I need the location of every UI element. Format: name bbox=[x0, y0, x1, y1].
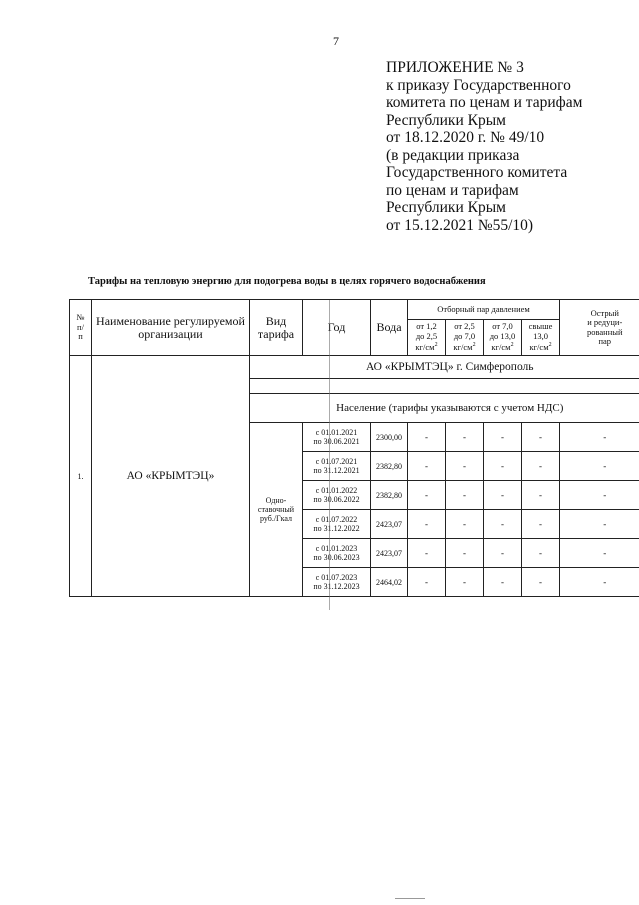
period-from: с 01.07.2022 bbox=[315, 515, 358, 524]
header-tariff-type-line: тарифа bbox=[257, 326, 295, 341]
appendix-line: от 15.12.2021 №55/10) bbox=[386, 216, 534, 234]
period-cell bbox=[303, 539, 371, 568]
tariff-type-cell bbox=[250, 423, 303, 597]
tariff-type-line: руб./Гкал bbox=[259, 514, 293, 523]
steam-2-unit: кг/см bbox=[453, 342, 473, 353]
scan-fold-line bbox=[329, 300, 330, 610]
header-org-line: Наименование регулируемой bbox=[96, 313, 245, 328]
header-num-line: № bbox=[76, 312, 85, 323]
steam-3-value: - bbox=[484, 452, 522, 481]
unit-exponent: 2 bbox=[510, 342, 514, 349]
period-from: с 01.07.2021 bbox=[315, 457, 358, 466]
sharp-steam-value: - bbox=[560, 539, 639, 568]
period-from: с 01.01.2023 bbox=[315, 544, 358, 553]
period-cell bbox=[303, 481, 371, 510]
water-tariff: 2464,02 bbox=[371, 568, 408, 597]
steam-4-value: - bbox=[522, 510, 560, 539]
appendix-line: комитета по ценам и тарифам bbox=[386, 94, 583, 111]
steam-4-value: - bbox=[522, 423, 560, 452]
row-number: 1. bbox=[70, 356, 92, 597]
steam-4-line: 13,0 bbox=[533, 330, 548, 341]
appendix-line: от 18.12.2020 г. № 49/10 bbox=[386, 129, 545, 146]
period-cell bbox=[303, 452, 371, 481]
appendix-line: по ценам и тарифам bbox=[386, 181, 519, 199]
tariff-type-line: ставочный bbox=[257, 505, 295, 514]
water-tariff: 2423,07 bbox=[371, 510, 408, 539]
appendix-line: (в редакции приказа bbox=[386, 146, 520, 164]
appendix-line: ПРИЛОЖЕНИЕ № 3 bbox=[386, 59, 524, 76]
steam-3-line bbox=[484, 341, 521, 352]
steam-3-value: - bbox=[484, 539, 522, 568]
steam-2-value: - bbox=[446, 452, 484, 481]
steam-1-value: - bbox=[408, 423, 446, 452]
sharp-steam-value: - bbox=[560, 423, 639, 452]
header-num bbox=[70, 300, 92, 356]
steam-3-value: - bbox=[484, 423, 522, 452]
header-steam-1 bbox=[408, 320, 446, 356]
steam-4-value: - bbox=[522, 481, 560, 510]
org-city: АО «КРЫМТЭЦ» г. Симферополь bbox=[250, 356, 639, 379]
tariff-table bbox=[69, 299, 639, 597]
header-steam-3 bbox=[484, 320, 522, 356]
steam-3-value: - bbox=[484, 568, 522, 597]
header-org bbox=[92, 300, 250, 356]
water-tariff: 2423,07 bbox=[371, 539, 408, 568]
period-cell bbox=[303, 510, 371, 539]
header-sharp-steam bbox=[560, 300, 639, 356]
tariff-type-line: Одно- bbox=[265, 496, 287, 505]
steam-4-value: - bbox=[522, 452, 560, 481]
header-tariff-type bbox=[250, 300, 303, 356]
steam-1-line: до 2,5 bbox=[415, 330, 438, 341]
header-num-line: п/ bbox=[77, 321, 84, 332]
spacer-row bbox=[250, 379, 639, 394]
water-tariff: 2382,80 bbox=[371, 452, 408, 481]
org-name: АО «КРЫМТЭЦ» bbox=[92, 356, 250, 597]
period-to: по 30.06.2021 bbox=[313, 437, 360, 446]
steam-2-value: - bbox=[446, 510, 484, 539]
population-row: Население (тарифы указываются с учетом НДС) bbox=[250, 394, 639, 423]
header-water: Вода bbox=[371, 300, 408, 356]
steam-1-line: от 1,2 bbox=[416, 321, 437, 332]
scan-mark bbox=[395, 898, 425, 899]
header-steam-4 bbox=[522, 320, 560, 356]
period-from: с 01.01.2021 bbox=[315, 428, 358, 437]
period-to: по 30.06.2022 bbox=[313, 495, 360, 504]
unit-exponent: 2 bbox=[548, 342, 552, 349]
steam-4-unit: кг/см bbox=[529, 342, 549, 353]
steam-4-line: свыше bbox=[528, 321, 553, 332]
steam-1-line bbox=[408, 341, 445, 352]
period-cell bbox=[303, 568, 371, 597]
steam-1-unit: кг/см bbox=[415, 342, 435, 353]
steam-2-line: до 7,0 bbox=[453, 330, 476, 341]
document-title: Тарифы на тепловую энергию для подогрева воды в целях горячего водоснабжения bbox=[88, 276, 486, 287]
steam-1-value: - bbox=[408, 510, 446, 539]
steam-1-value: - bbox=[408, 452, 446, 481]
sharp-steam-value: - bbox=[560, 510, 639, 539]
steam-2-value: - bbox=[446, 481, 484, 510]
steam-2-value: - bbox=[446, 539, 484, 568]
sharp-steam-value: - bbox=[560, 481, 639, 510]
header-steam-2 bbox=[446, 320, 484, 356]
steam-2-line: от 2,5 bbox=[454, 321, 475, 332]
steam-1-value: - bbox=[408, 568, 446, 597]
header-sharp-line: пар bbox=[598, 336, 612, 346]
steam-2-line bbox=[446, 341, 483, 352]
period-cell bbox=[303, 423, 371, 452]
header-num-line: п bbox=[78, 331, 83, 342]
header-steam-group: Отборный пар давлением bbox=[408, 300, 560, 320]
period-from: с 01.01.2022 bbox=[315, 486, 358, 495]
header-year: Год bbox=[303, 300, 371, 356]
sharp-steam-value: - bbox=[560, 568, 639, 597]
water-tariff: 2300,00 bbox=[371, 423, 408, 452]
steam-4-value: - bbox=[522, 568, 560, 597]
header-sharp-line: Острый bbox=[590, 307, 619, 318]
appendix-line: Государственного комитета bbox=[386, 164, 568, 181]
sharp-steam-value: - bbox=[560, 452, 639, 481]
steam-3-value: - bbox=[484, 481, 522, 510]
steam-3-line: от 7,0 bbox=[492, 321, 513, 332]
steam-2-value: - bbox=[446, 423, 484, 452]
period-to: по 31.12.2022 bbox=[313, 524, 360, 533]
header-sharp-line: рованный bbox=[586, 326, 623, 337]
unit-exponent: 2 bbox=[472, 342, 476, 349]
appendix-line: Республики Крым bbox=[386, 199, 506, 216]
steam-2-value: - bbox=[446, 568, 484, 597]
period-to: по 30.06.2023 bbox=[313, 553, 360, 562]
period-to: по 31.12.2021 bbox=[313, 466, 360, 475]
steam-3-line: до 13,0 bbox=[489, 330, 516, 341]
unit-exponent: 2 bbox=[434, 342, 438, 349]
water-tariff: 2382,80 bbox=[371, 481, 408, 510]
page-number: 7 bbox=[333, 34, 339, 48]
steam-3-unit: кг/см bbox=[491, 342, 511, 353]
steam-4-line bbox=[522, 341, 559, 352]
period-from: с 01.07.2023 bbox=[315, 573, 358, 582]
appendix-line: Республики Крым bbox=[386, 111, 506, 129]
steam-3-value: - bbox=[484, 510, 522, 539]
steam-1-value: - bbox=[408, 481, 446, 510]
period-to: по 31.12.2023 bbox=[313, 582, 360, 591]
steam-1-value: - bbox=[408, 539, 446, 568]
header-sharp-line: и редуци- bbox=[587, 317, 623, 327]
appendix-line: к приказу Государственного bbox=[386, 76, 571, 94]
appendix-header bbox=[386, 59, 582, 234]
header-tariff-type-line: Вид bbox=[265, 313, 287, 328]
steam-4-value: - bbox=[522, 539, 560, 568]
header-org-line: организации bbox=[138, 326, 203, 341]
